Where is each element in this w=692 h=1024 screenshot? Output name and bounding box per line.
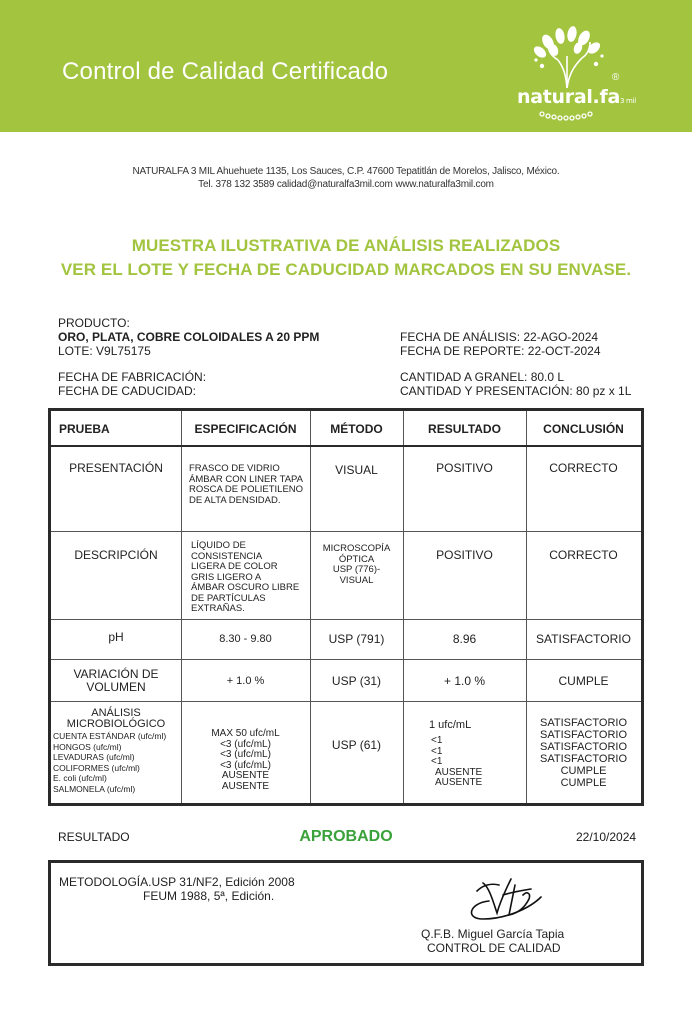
methodology-line-2: FEUM 1988, 5ª, Edición. [143,889,275,903]
header-metodo: MÉTODO [330,422,383,436]
brand-logo-text: natural.fa3 mil [517,86,636,108]
conclusion-presentacion: CORRECTO [549,461,618,475]
signer-role: CONTROL DE CALIDAD [427,941,561,955]
header-prueba: PRUEBA [59,422,110,436]
analysis-date: FECHA DE ANÁLISIS: 22-AGO-2024 [400,330,599,344]
test-descripcion: DESCRIPCIÓN [74,548,158,562]
spec-volumen: + 1.0 % [226,675,265,687]
registered-mark: ® [612,72,620,83]
methodology-line-1: METODOLOGÍA.USP 31/NF2, Edición 2008 [59,875,295,889]
report-date: FECHA DE REPORTE: 22-OCT-2024 [400,344,601,358]
header-resultado: RESULTADO [428,422,501,436]
fabrication-date-label: FECHA DE FABRICACIÓN: [58,370,207,384]
conclusion-descripcion: CORRECTO [549,548,618,562]
method-ph: USP (791) [328,632,385,646]
result-volumen: + 1.0 % [443,674,486,688]
spec-descripcion: LÍQUIDO DE CONSISTENCIA LIGERA DE COLOR GRIS LIGERO A ÁMBAR OSCURO LIBRE DE PARTÍCULAS EXTRAÑAS. [191,540,300,614]
spec-ph: 8.30 - 9.80 [219,633,272,645]
method-presentacion: VISUAL [335,463,378,477]
page-title: Control de Calidad Certificado [62,58,389,85]
product-label: PRODUCTO: [58,316,130,330]
result-date: 22/10/2024 [576,830,637,844]
footer-box [48,860,644,966]
result-micro-rest: <1 <1 <1 AUSENTE AUSENTE [431,735,483,788]
method-micro: USP (61) [331,738,382,752]
expiry-date-label: FECHA DE CADUCIDAD: [58,384,197,398]
result-descripcion: POSITIVO [436,548,493,562]
spec-presentacion: FRASCO DE VIDRIO ÁMBAR CON LINER TAPA ROSCA DE POLIETILENO DE ALTA DENSIDAD. [189,463,304,506]
test-micro-title: ANÁLISIS MICROBIOLÓGICO [66,707,166,730]
notice-line-1: MUESTRA ILUSTRATIVA DE ANÁLISIS REALIZADOS [131,236,561,255]
result-label: RESULTADO [58,830,130,844]
test-micro-items: CUENTA ESTÁNDAR (ufc/ml) HONGOS (ufc/ml) LEVADURAS (ufc/ml) COLIFORMES (ufc/ml) E. coli (ufc/ml) SALMONELA (ufc/ml) [53,731,167,794]
result-presentacion: POSITIVO [436,461,493,475]
signer-name: Q.F.B. Miguel García Tapia [421,927,565,941]
header-especificacion: ESPECIFICACIÓN [194,422,297,436]
conclusion-micro: SATISFACTORIO SATISFACTORIO SATISFACTORIO SATISFACTORIO CUMPLE CUMPLE [540,717,627,789]
lot-row [58,344,151,358]
test-volumen: VARIACIÓN DE VOLUMEN [73,667,159,694]
header-conclusion: CONCLUSIÓN [543,422,624,436]
address-line-1: NATURALFA 3 MIL Ahuehuete 1135, Los Sauces, C.P. 47600 Tepatitlán de Morelos, Jalisco, México. [132,166,560,177]
product-name: ORO, PLATA, COBRE COLOIDALES A 20 PPM [58,330,320,344]
bulk-quantity: CANTIDAD A GRANEL: 80.0 L [400,370,565,384]
spec-micro: MAX 50 ufc/mL <3 (ufc/mL) <3 (ufc/mL) <3 (ufc/mL) AUSENTE AUSENTE [211,728,280,792]
header-banner [0,0,692,132]
method-volumen: USP (31) [331,674,382,688]
presentation-quantity: CANTIDAD Y PRESENTACIÓN: 80 pz x 1L [400,384,632,398]
conclusion-volumen: CUMPLE [558,674,609,688]
address-line-2: Tel. 378 132 3589 calidad@naturalfa3mil.com www.naturalfa3mil.com [198,179,494,190]
conclusion-ph: SATISFACTORIO [536,632,631,646]
result-micro-first: 1 ufc/mL [429,719,472,731]
lot-label: LOTE: [58,344,93,358]
notice-line-2: VER EL LOTE Y FECHA DE CADUCIDAD MARCADOS EN SU ENVASE. [60,260,632,279]
lot-value: V9L75175 [96,344,151,358]
method-descripcion: MICROSCOPÍA ÓPTICA USP (776)- VISUAL [322,543,391,586]
approved-status: APROBADO [299,828,393,845]
signature-image [459,873,555,925]
test-ph: pH [108,630,124,644]
analysis-table [48,408,644,806]
result-ph: 8.96 [452,632,477,646]
test-presentacion: PRESENTACIÓN [69,461,163,475]
